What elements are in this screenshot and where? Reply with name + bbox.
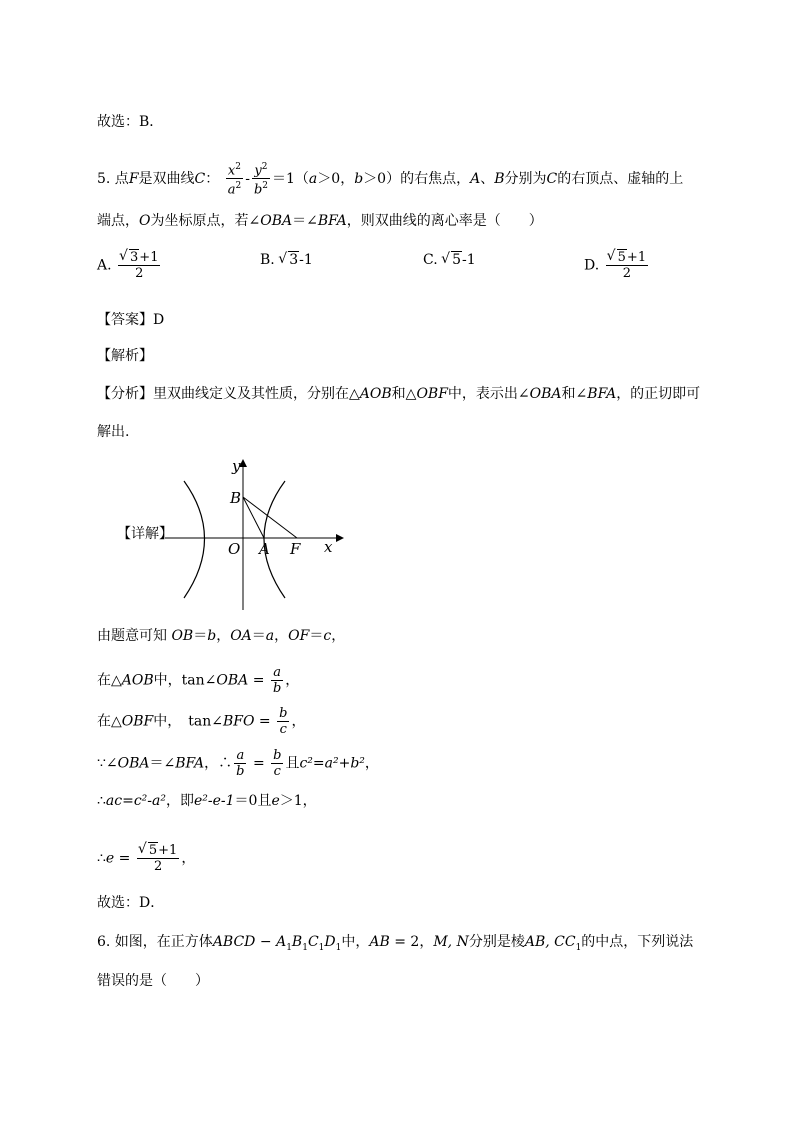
var-e: e — [271, 793, 280, 809]
step-text: ，∴ — [204, 755, 233, 772]
var-a: a — [227, 182, 236, 198]
step-text: 中， — [153, 713, 189, 730]
plus-one: +1 — [626, 250, 647, 265]
q5-text: 为坐标原点，若∠ — [150, 213, 261, 229]
step-text: ＝ — [251, 628, 266, 644]
radicand: 3 — [289, 252, 299, 268]
denominator: c — [273, 764, 281, 779]
equals: = — [248, 672, 269, 689]
analysis-heading: 【解析】 — [97, 348, 153, 364]
step-1 — [97, 626, 345, 646]
vertex-B1: B — [291, 934, 303, 950]
numerator: b — [273, 748, 282, 763]
segment-BF — [243, 497, 297, 538]
step-text: ， — [291, 713, 306, 730]
step-4 — [97, 748, 379, 779]
triangle-AOB: AOB — [121, 672, 154, 689]
q5-line1: 5. 点F是双曲线C： $\frac{x^2}{a^2}$ - $\frac{y^2}{b^2}$ ＝1（a＞0，b＞0）的右焦点，A、B分别为C的右顶点、虚轴的上 — [97, 162, 684, 198]
label-A: A — [259, 540, 270, 558]
label-y: y — [232, 457, 241, 475]
q5-text: 端点， — [97, 213, 139, 229]
relation-c2: c²=a²+b² — [299, 755, 365, 772]
detail-label: 【详解】 — [117, 526, 173, 542]
var-a: a — [308, 170, 318, 187]
denominator: b — [272, 681, 282, 696]
fenxi-text: 和△ — [391, 386, 417, 402]
equals: = — [254, 713, 276, 730]
option-b — [260, 250, 313, 270]
q6-text: 分别是棱 — [468, 934, 525, 950]
triangle-AOB: AOB — [359, 386, 392, 402]
fraction-y2-b2: $\frac{y^2}{b^2}$ — [253, 162, 268, 198]
step-text: ， — [331, 628, 346, 644]
denominator: c — [279, 722, 287, 737]
step-text: ＝ — [193, 628, 208, 644]
option-label: A. — [97, 257, 112, 274]
dash: − — [255, 934, 277, 950]
var-a: a — [265, 628, 275, 644]
fenxi-text: ，的正切即可 — [616, 386, 701, 402]
fraction-b-c — [271, 748, 283, 779]
previous-answer-line: 故选：B． — [97, 114, 164, 130]
numerator: a — [273, 665, 281, 680]
seg-OB: OB — [171, 628, 194, 644]
var-b: b — [253, 182, 263, 198]
angle-BFA: BFA — [317, 213, 347, 229]
seg-AB: AB — [369, 934, 390, 950]
angle-OBA: OBA — [529, 386, 562, 402]
q5-text: ，则双曲线的离心率是（ ） — [346, 213, 543, 229]
q5-text: 分别为 — [504, 170, 547, 187]
var-c: c — [323, 628, 332, 644]
option-a — [97, 250, 162, 281]
label-B: B — [230, 489, 242, 507]
angle-OBA: OBA — [117, 755, 150, 772]
var-y: y — [254, 163, 262, 179]
step-6 — [97, 843, 195, 874]
plus-one: +1 — [139, 250, 159, 265]
option-c — [423, 250, 476, 270]
step-text: ＞1， — [279, 793, 317, 809]
fenxi-line2: 解出. — [97, 424, 130, 440]
step-3 — [97, 706, 305, 737]
option-label: C. — [423, 252, 438, 268]
denominator: 2 — [135, 266, 144, 281]
step-text: ∴ — [97, 793, 106, 809]
step-text: ＝ — [309, 628, 324, 644]
var-b: b — [354, 170, 364, 187]
step-text: ∵∠ — [97, 755, 118, 772]
seg-OF: OF — [288, 628, 310, 644]
final-answer: 故选：D． — [97, 895, 165, 911]
q6-eq: = 2 — [389, 934, 420, 950]
q6-text: 6. 如图，在正方体 — [97, 934, 213, 950]
q6-line2: 错误的是（ ） — [97, 973, 209, 989]
var-F: F — [128, 170, 139, 187]
step-text: ， — [181, 850, 196, 867]
seg-OA: OA — [230, 628, 252, 644]
denominator: 2 — [622, 266, 631, 281]
label-O: O — [228, 540, 241, 558]
segment-BA — [243, 497, 264, 538]
tan-fn: tan∠ — [181, 672, 217, 689]
q5-eq: ＝1（ — [272, 170, 309, 187]
equals: = — [248, 755, 270, 772]
triangle-OBF: OBF — [416, 386, 448, 402]
plus-one: +1 — [158, 843, 178, 858]
denominator: b — [236, 764, 245, 779]
subscript: 1 — [286, 942, 292, 953]
step-text: ， — [364, 755, 379, 772]
subscript: 1 — [575, 942, 582, 953]
tan-fn: tan∠ — [188, 713, 223, 730]
denominator: 2 — [153, 859, 163, 874]
step-text: ， — [216, 628, 231, 644]
step-text: ＝0且 — [234, 793, 272, 809]
var-b: b — [207, 628, 217, 644]
var-e: e — [105, 850, 115, 867]
option-d-fraction — [606, 250, 648, 281]
step-text: ， — [274, 628, 289, 644]
minus-one: -1 — [299, 252, 313, 268]
q5-cond: ＞0， — [317, 170, 355, 187]
var-A: A — [470, 170, 481, 187]
q5-number: 5. 点 — [97, 170, 129, 187]
option-a-fraction — [118, 250, 160, 281]
q5-sep: 、 — [480, 170, 495, 187]
points-MN: M, N — [433, 934, 469, 950]
option-d — [584, 250, 650, 281]
cube-base: ABCD — [212, 934, 256, 950]
fenxi-line1 — [97, 384, 700, 404]
radicand: 5 — [452, 252, 462, 268]
step-text: 且 — [285, 755, 300, 772]
q5-colon: ： — [205, 170, 220, 187]
angle-BFA: BFA — [587, 386, 617, 402]
fraction-a-b — [234, 748, 246, 779]
q6-text: ， — [419, 934, 434, 950]
q6-line1 — [97, 932, 693, 958]
fenxi-text: 【分析】里双曲线定义及其性质，分别在△ — [97, 386, 360, 402]
var-B: B — [494, 170, 505, 187]
fraction-x2-a2: $\frac{x^2}{a^2}$ — [227, 162, 242, 198]
answer-line: 【答案】D — [97, 312, 165, 328]
angle-BFO: BFO — [223, 713, 255, 730]
numerator: b — [279, 706, 288, 721]
subscript: 1 — [335, 942, 342, 953]
relation-ac: ac=c²-a² — [105, 793, 166, 809]
angle-OBA: OBA — [260, 213, 293, 229]
q5-text: ＝∠ — [292, 213, 318, 229]
radicand: 3 — [130, 250, 139, 265]
angle-BFA: BFA — [175, 755, 205, 772]
step-text: ＝∠ — [149, 755, 176, 772]
step-text: 由题意可知 — [97, 628, 172, 644]
q5-text: 是双曲线 — [138, 170, 195, 187]
fraction-a-b — [271, 665, 283, 696]
step-text: ， — [285, 672, 300, 689]
fraction-b-c — [277, 706, 289, 737]
label-x: x — [324, 538, 333, 556]
fraction-sqrt5-plus1-over-2 — [137, 843, 179, 874]
option-label: D. — [584, 257, 600, 274]
fenxi-text: 中，表示出∠ — [447, 386, 530, 402]
var-O: O — [139, 213, 151, 229]
minus-one: -1 — [462, 252, 476, 268]
label-F: F — [290, 540, 301, 558]
fenxi-text: 和∠ — [561, 386, 588, 402]
q6-text: 的中点，下列说法 — [581, 934, 694, 950]
vertex-A1: A — [276, 934, 287, 950]
subscript: 1 — [302, 942, 308, 953]
numerator: a — [236, 748, 245, 763]
step-2 — [97, 665, 299, 696]
vertex-C1: C — [307, 934, 319, 950]
option-label: B. — [260, 252, 275, 268]
equals: = — [114, 850, 135, 867]
step-text: 在△ — [97, 713, 122, 730]
q5-text: 的右顶点、虚轴的上 — [557, 170, 684, 187]
var-C: C — [546, 170, 558, 187]
step-5 — [97, 791, 317, 811]
q5-line2 — [97, 211, 543, 231]
var-C: C — [194, 170, 206, 187]
step-text: 中， — [153, 672, 182, 689]
radicand: 5 — [617, 250, 626, 265]
left-branch — [184, 481, 205, 598]
q5-cond: ＞0）的右焦点， — [363, 170, 471, 187]
edges-AB-CC1: AB, CC — [524, 934, 576, 950]
x-axis-arrow-icon — [336, 534, 344, 542]
var-x: x — [227, 163, 236, 179]
vertex-D1: D — [324, 934, 336, 950]
subscript: 1 — [318, 942, 325, 953]
step-text: 在△ — [97, 672, 122, 689]
step-text: ∴ — [97, 850, 106, 867]
equation-e: e²-e-1 — [193, 793, 235, 809]
radicand: 5 — [148, 843, 158, 858]
hyperbola-figure — [160, 455, 345, 615]
triangle-OBF: OBF — [121, 713, 154, 730]
step-text: ，即 — [165, 793, 194, 809]
angle-OBA: OBA — [216, 672, 249, 689]
q6-text: 中， — [341, 934, 370, 950]
